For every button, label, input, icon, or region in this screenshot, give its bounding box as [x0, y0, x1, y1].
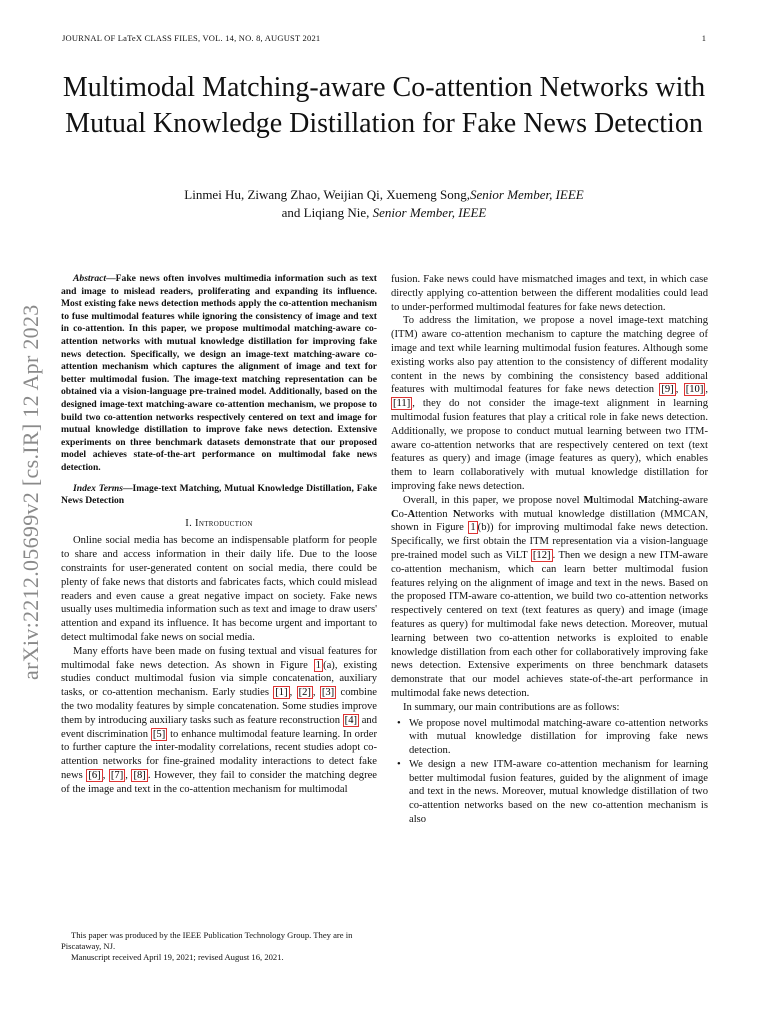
right-paragraph-4: In summary, our main contributions are as follows:: [403, 701, 620, 713]
footnote-2: Manuscript received April 19, 2021; revised August 16, 2021.: [71, 952, 284, 962]
citation-link[interactable]: [2]: [298, 687, 311, 699]
right-paragraph-2: To address the limitation, we propose a novel image-text matching (ITM) aware co-attention mechanism to capture the matching degree of image and text while learning multimodal fusion features. Although some existing works also pay attention to the consistency of different modality content in the news by combining the consistency based additional features with multimodal features for fake news detection [9] , [10] , [11] , they do not consider the image-text alignment in learning multimodal fusion features that play a critical role in fake news detection. Additionally, we propose to conduct mutual learning between two ITM-aware co-attention networks that are respectively centered on text (text features as query) and image (image features as query), which enables them to learn collaboratively with mutual knowledge distillation for improving fake news detection.: [391, 315, 709, 492]
author-line-1: [40, 186, 728, 204]
abstract-text: —Fake news often involves multimedia information such as text and image to mislead readers, proliferating and expanding its influence. Most existing fake news detection methods apply the co-attention mechanism to fuse multimodal features while ignoring the consistency of image and text in co-attention. In this paper, we propose multimodal matching-aware co-attention networks with mutual knowledge distillation for improving fake news detection. Specifically, we design an image-text matching-aware co-attention mechanism which captures the alignment of image and text for better multimodal fusion. The image-text matching representation can be obtained via a vision-language pre-trained model. Additionally, based on the designed image-text matching-aware co-attention mechanism, we propose to build two co-attention networks respectively centered on text and image for mutual knowledge distillation to improve fake news detection. Extensive experiments on three benchmark datasets demonstrate that our proposed model achieves state-of-the-art performance on multimodal fake news detection.: [61, 273, 377, 473]
right-paragraph-1: fusion. Fake news could have mismatched images and text, in which case directly applying co-attention between the different modalities could lead to under-performed multimodal features for fake news detection.: [391, 274, 708, 313]
contributions-list: [391, 717, 708, 827]
citation-link[interactable]: [1]: [275, 687, 288, 699]
index-terms-label: Index Terms: [73, 482, 123, 494]
citation-link[interactable]: [8]: [133, 770, 146, 782]
citation-link[interactable]: [4]: [344, 714, 358, 726]
right-paragraph-3: Overall, in this paper, we propose novel Multimodal Matching-aware Co-Attention Networks with mutual knowledge distillation (MMCAN, shown in Figure 1 (b)) for improving multimodal fake news detection. Specifically, we first obtain the ITM representation via a vision-language pre-trained model such as ViLT [12] . Then we design a new ITM-aware co-attention mechanism, which can learn better multimodal fusion features relying on the alignment of image and text in the news. Based on the proposed ITM-aware co-attention, we build two co-attention networks respectively centered on text (text features as query) and image (image features as query) for multimodal fake news detection. Moreover, mutual learning between two co-attention networks is exploited to enable knowledge distillation from each other for collaboratively improving fake news detection. Extensive experiments on three benchmark datasets demonstrate that our model achieves state-of-the-art performance in multimodal fake news detection.: [391, 494, 708, 699]
running-header: JOURNAL OF LaTeX CLASS FILES, VOL. 14, NO. 8, AUGUST 2021: [62, 33, 321, 43]
index-terms: [61, 483, 377, 508]
author-names-2: and Liqiang Nie,: [281, 205, 373, 220]
citation-link[interactable]: [3]: [321, 687, 335, 699]
left-column: [61, 273, 377, 797]
abstract: [61, 273, 377, 475]
citation-link[interactable]: [6]: [88, 770, 101, 782]
author-role-2: Senior Member, IEEE: [372, 205, 487, 220]
author-line-2: [40, 204, 728, 222]
citation-link[interactable]: [12]: [532, 549, 551, 561]
list-item: • We design a new ITM-aware co-attention mechanism for learning better multimodal fusion features, guided by the alignment of image and text in the news. Moreover, mutual knowledge distillation of two co-attention networks based on the new co-attention mechanism is also: [391, 758, 708, 827]
footnote-1: This paper was produced by the IEEE Publication Technology Group. They are in Piscataway, NJ.: [61, 930, 353, 951]
citation-link[interactable]: [11]: [393, 398, 411, 410]
author-role-1: Senior Member, IEEE: [470, 187, 584, 202]
list-item: • We propose novel multimodal matching-aware co-attention networks with mutual knowledge distillation for improving fake news detection.: [391, 717, 708, 758]
figure-link[interactable]: 1: [315, 659, 322, 671]
citation-link[interactable]: [9]: [661, 384, 674, 396]
arxiv-sidebar-stamp: arXiv:2212.05699v2 [cs.IR] 12 Apr 2023: [18, 304, 43, 680]
paper-title: Multimodal Matching-aware Co-attention Networks with Mutual Knowledge Distillation for Fake News Detection: [62, 72, 706, 139]
section-heading-introduction: I. Introduction: [185, 517, 253, 529]
citation-link[interactable]: [10]: [685, 384, 704, 396]
author-list: [40, 186, 728, 222]
citation-link[interactable]: [7]: [110, 770, 124, 782]
page-number: 1: [701, 33, 706, 43]
right-column: [391, 273, 708, 827]
citation-link[interactable]: [5]: [152, 728, 166, 740]
intro-paragraph-1: Online social media has become an indispensable platform for people to share and access information in their daily life. Due to the loose constraints for user-generated content on social media, there could be plenty of fake news that distorts and fabricates facts, which could mislead readers and even cause a great negative impact on society. Fake news usually uses multimedia information such as text and image to draw users' attention and expand its influence. It has become urgent and important to detect multimodal fake news on social media.: [61, 535, 377, 644]
abstract-label: Abstract: [73, 273, 107, 284]
footnotes: [61, 930, 377, 963]
intro-paragraph-2: Many efforts have been made on fusing textual and visual features for multimodal fake news detection. As shown in Figure 1 (a), existing studies conduct multimodal fusion via simple concatenation, auxiliary tasks, or co-attention mechanism. Early studies [1] , [2] , [3] combine the two modality features by simple concatenation. Some studies improve them by introducing auxiliary tasks such as feature reconstruction [4] and event discrimination [5] to enhance multimodal feature learning. In order to further capture the inter-modality correlations, recent studies adopt co-attention networks for fine-grained modality interactions to detect fake news [6] , [7] , [8] . However, they fail to consider the matching degree of the image and text in the co-attention mechanism for multimodal: [61, 645, 378, 795]
index-terms-text: —Image-text Matching, Mutual Knowledge Distillation, Fake News Detection: [61, 482, 377, 507]
figure-link[interactable]: 1: [470, 522, 476, 534]
author-names-1: Linmei Hu, Ziwang Zhao, Weijian Qi, Xuemeng Song,: [184, 187, 471, 202]
